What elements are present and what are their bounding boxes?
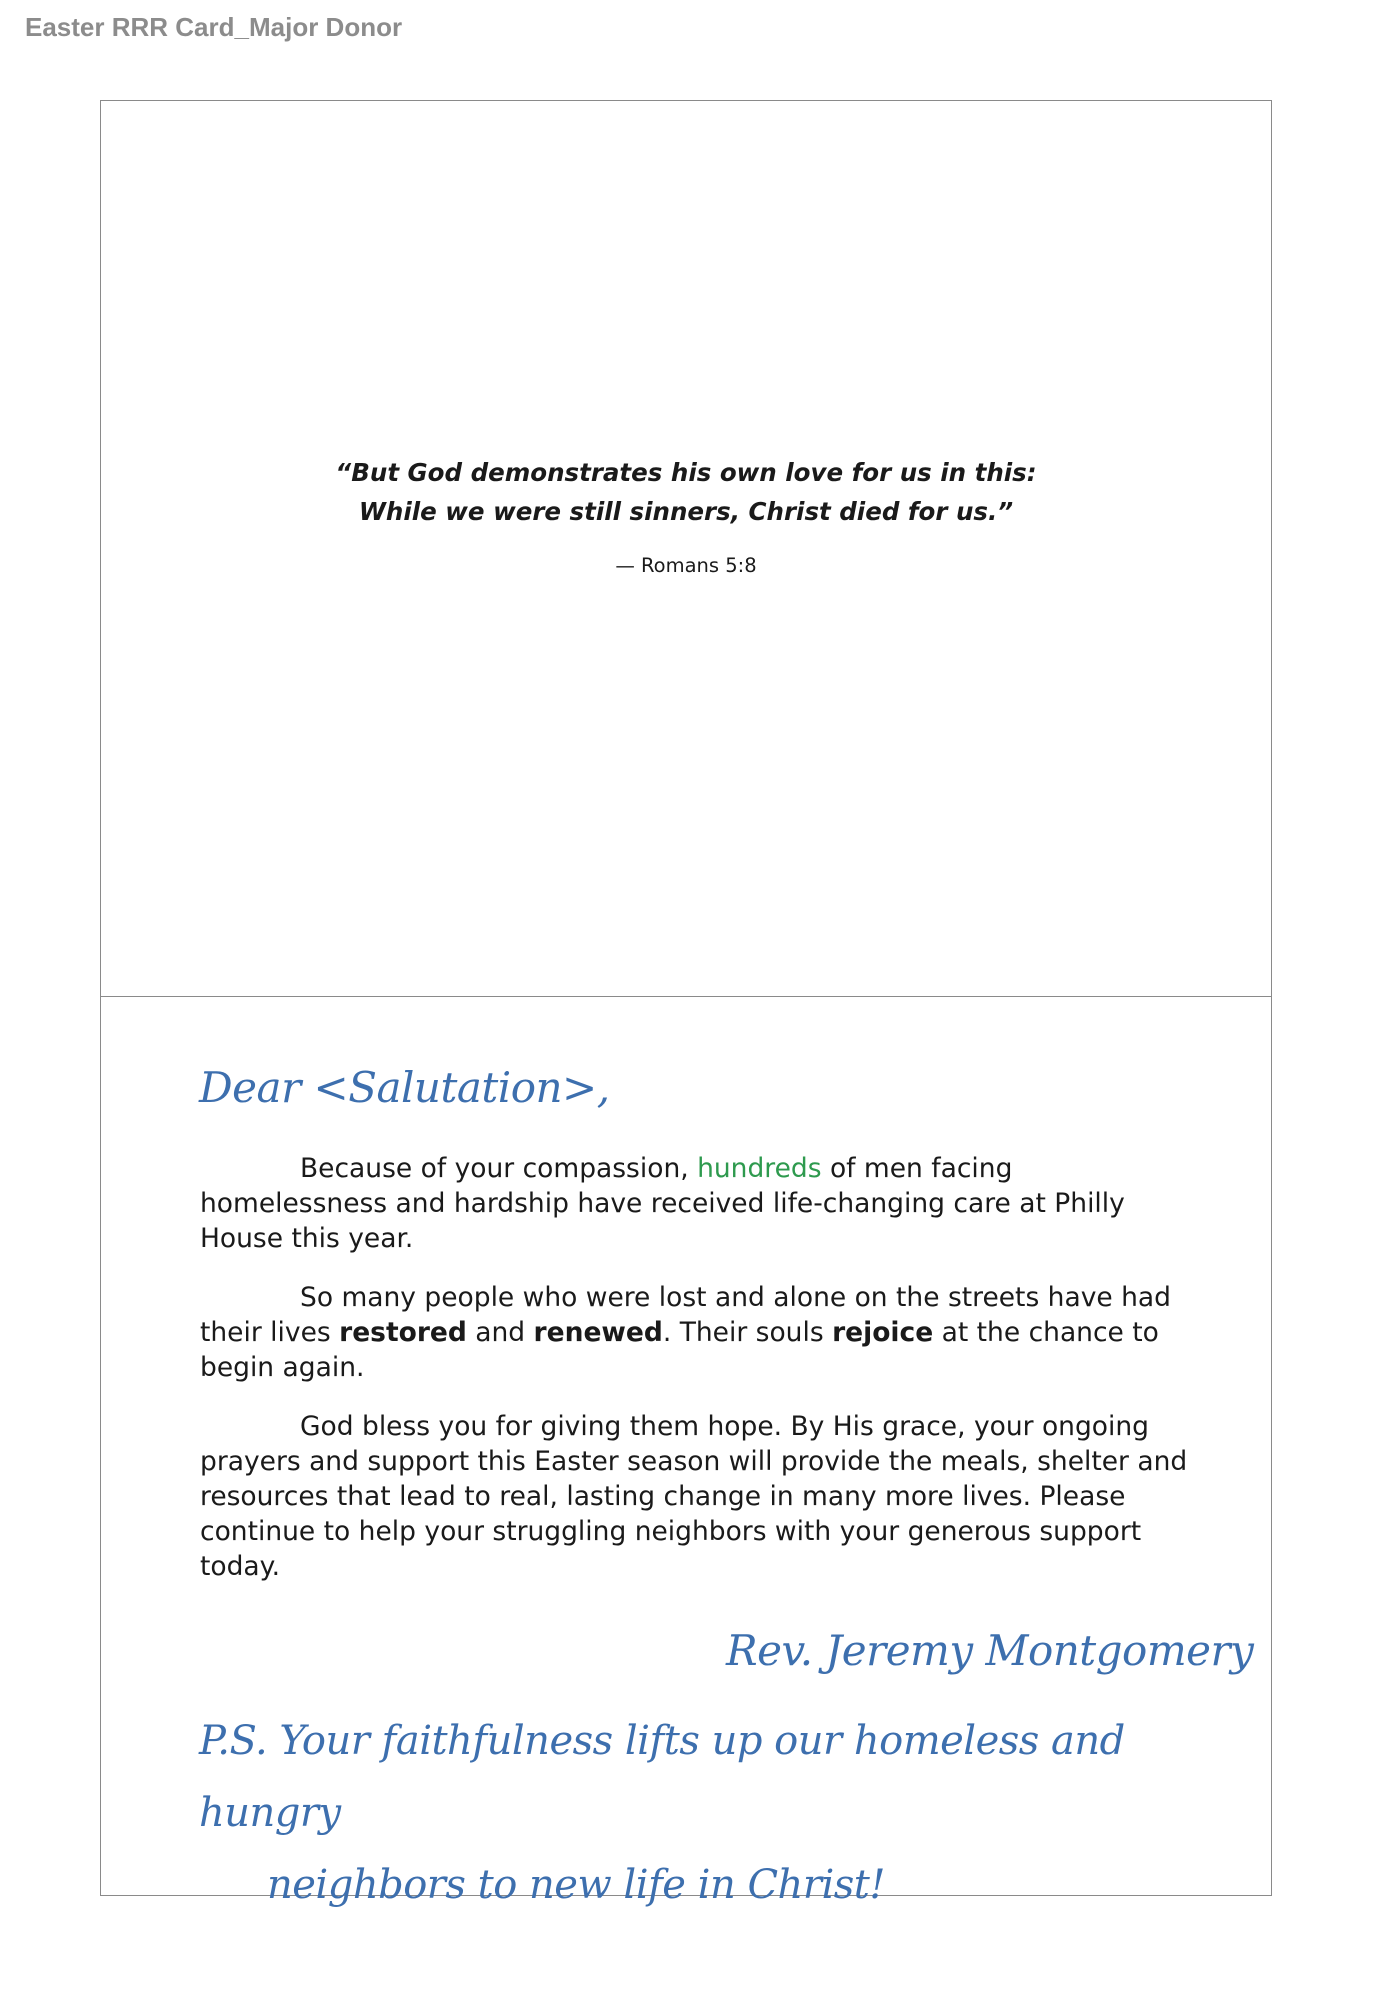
paragraph-2-text-4: at the chance to begin again. bbox=[200, 1317, 1159, 1383]
paragraph-2-text-3: . Their souls bbox=[662, 1317, 833, 1348]
document-label: Easter RRR Card_Major Donor bbox=[25, 12, 403, 42]
verse-block bbox=[101, 453, 1271, 577]
letter-body bbox=[200, 1151, 1190, 1608]
paragraph-2 bbox=[200, 1280, 1190, 1385]
postscript bbox=[199, 1705, 1271, 1921]
bold-word-renewed: renewed bbox=[533, 1317, 663, 1348]
postscript-line-1: P.S. Your faithfulness lifts up our homeless and hungry bbox=[199, 1718, 1125, 1836]
paragraph-1-text-end: of men facing homelessness and hardship have received life-changing care at Philly House this year. bbox=[200, 1153, 1125, 1254]
postscript-line-2: neighbors to new life in Christ! bbox=[267, 1862, 885, 1908]
fold-line bbox=[101, 996, 1271, 997]
bold-word-restored: restored bbox=[339, 1317, 467, 1348]
verse-reference: — Romans 5:8 bbox=[615, 554, 757, 577]
signature: Rev. Jeremy Montgomery bbox=[726, 1626, 1254, 1675]
highlight-word: hundreds bbox=[697, 1153, 822, 1184]
paragraph-1 bbox=[200, 1151, 1190, 1256]
verse-line-1: “But God demonstrates his own love for us in this: bbox=[335, 458, 1037, 487]
salutation: Dear <Salutation>, bbox=[199, 1063, 610, 1112]
paragraph-2-text-1: So many people who were lost and alone on the streets have had their lives bbox=[200, 1282, 1171, 1348]
paragraph-1-text-start: Because of your compassion, bbox=[300, 1153, 698, 1184]
paragraph-3: God bless you for giving them hope. By His grace, your ongoing prayers and support this Easter season will provide the meals, shelter and resources that lead to real, lasting change in many more lives. Please continue to help your struggling neighbors with your generous support today. bbox=[200, 1411, 1188, 1582]
paragraph-2-text-2: and bbox=[466, 1317, 534, 1348]
bold-word-rejoice: rejoice bbox=[832, 1317, 934, 1348]
verse-line-2: While we were still sinners, Christ died for us.” bbox=[358, 497, 1014, 526]
card-frame bbox=[100, 100, 1272, 1908]
